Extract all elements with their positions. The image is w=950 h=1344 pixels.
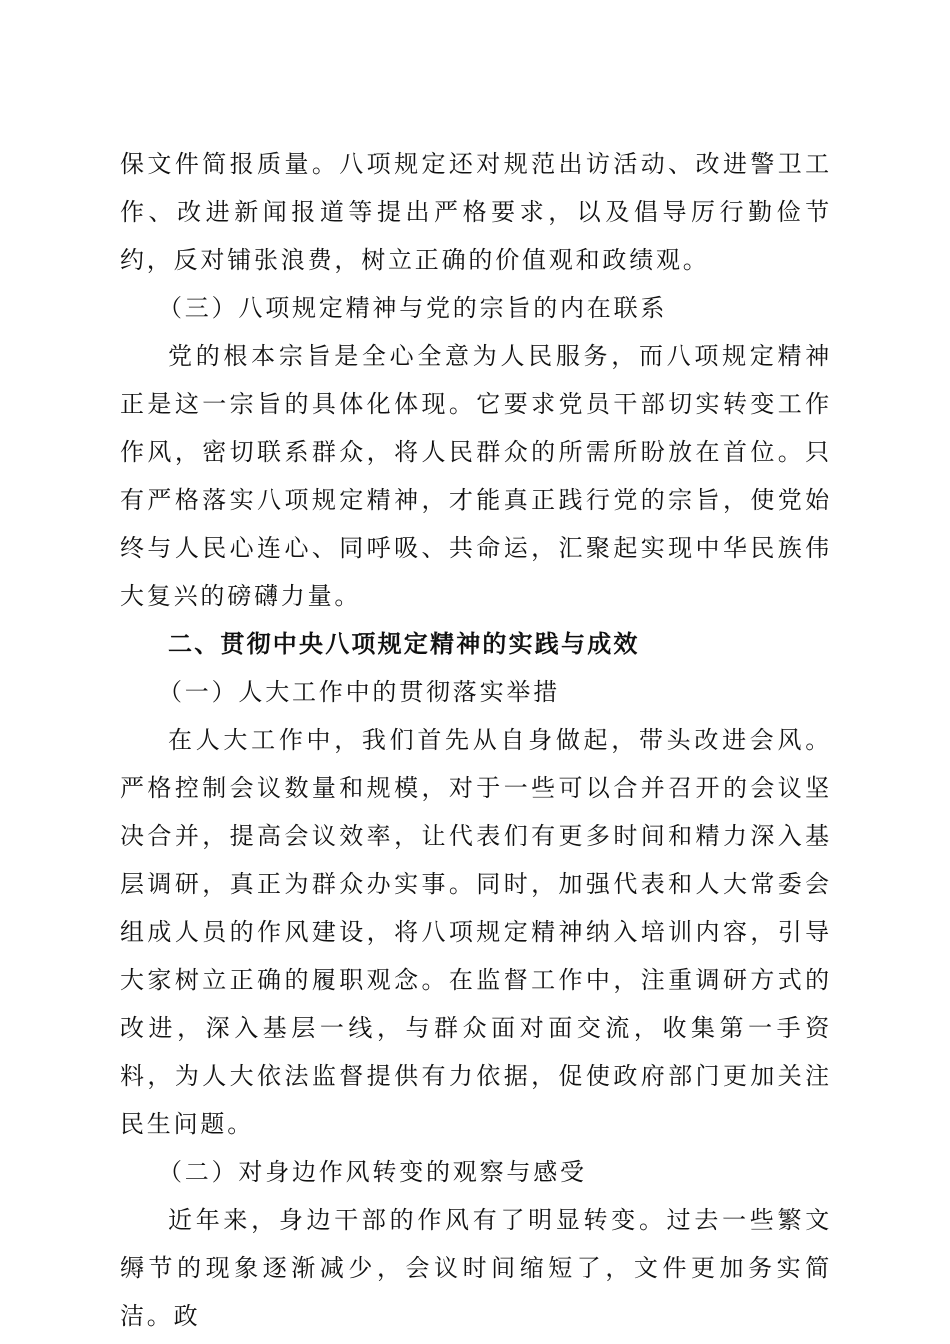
subheading-party-purpose-link: （三）八项规定精神与党的宗旨的内在联系 — [158, 294, 668, 322]
subheading-npc-measures: （一）人大工作中的贯彻落实举措 — [158, 678, 560, 706]
paragraph-party-purpose: 党的根本宗旨是全心全意为人民服务，而八项规定精神正是这一宗旨的具体化体现。它要求党员干部切实转变工作作风，密切联系群众，将人民群众的所需所盼放在首位。只有严格落实八项规定精神，才能真正践行党的宗旨，使党始终与人民心连心、同呼吸、共命运，汇聚起实现中华民族伟大复兴的磅礴力量。 — [120, 342, 832, 610]
paragraph-style-change: 近年来，身边干部的作风有了明显转变。过去一些繁文缛节的现象逐渐减少，会议时间缩短了，文件更加务实简洁。政 — [120, 1206, 832, 1330]
paragraph-continued: 保文件简报质量。八项规定还对规范出访活动、改进警卫工作、改进新闻报道等提出严格要求，以及倡导厉行勤俭节约，反对铺张浪费，树立正确的价值观和政绩观。 — [120, 150, 832, 274]
subheading-style-change-observation: （二）对身边作风转变的观察与感受 — [158, 1158, 587, 1186]
document-page — [120, 140, 832, 1340]
paragraph-npc-measures: 在人大工作中，我们首先从自身做起，带头改进会风。严格控制会议数量和规模，对于一些可以合并召开的会议坚决合并，提高会议效率，让代表们有更多时间和精力深入基层调研，真正为群众办实事。同时，加强代表和人大常委会组成人员的作风建设，将八项规定精神纳入培训内容，引导大家树立正确的履职观念。在监督工作中，注重调研方式的改进，深入基层一线，与群众面对面交流，收集第一手资料，为人大依法监督提供有力依据，促使政府部门更加关注民生问题。 — [120, 726, 832, 1138]
section-heading-practice-results: 二、贯彻中央八项规定精神的实践与成效 — [168, 630, 640, 658]
